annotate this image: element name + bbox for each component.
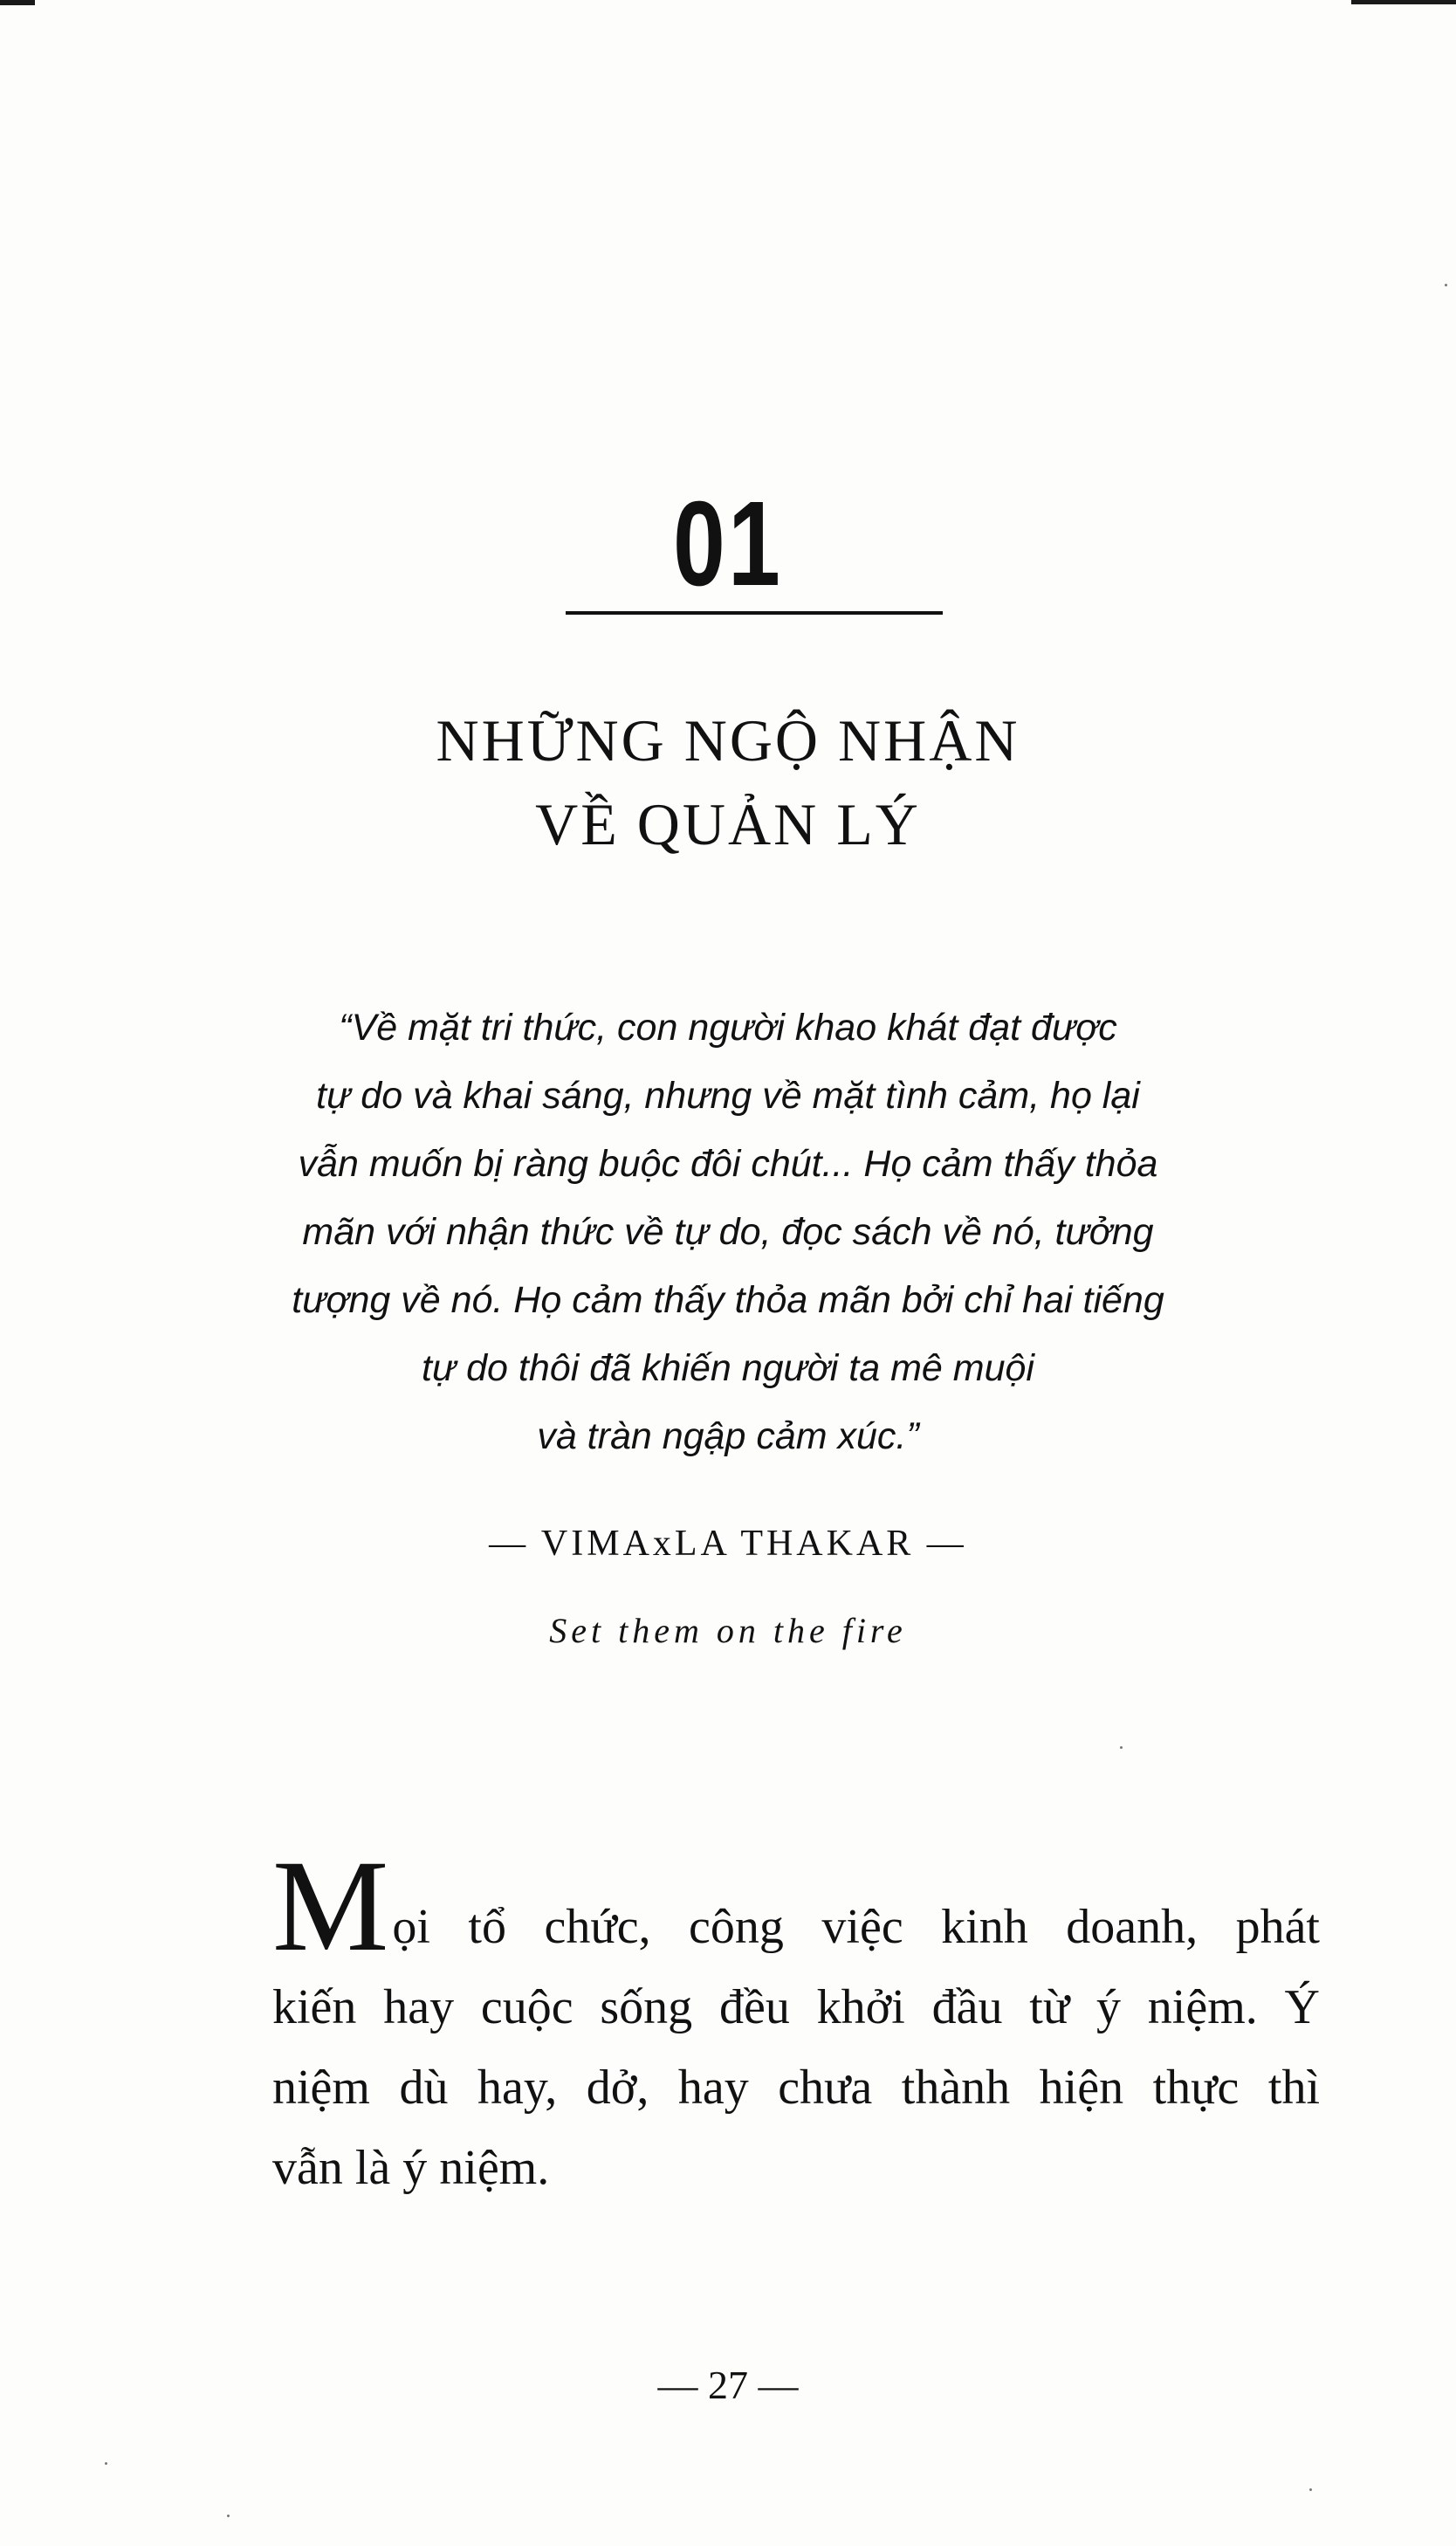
epigraph-quote bbox=[218, 994, 1238, 1470]
epigraph-line: tự do thôi đã khiến người ta mê muội bbox=[422, 1347, 1034, 1389]
scan-speck bbox=[1445, 284, 1447, 286]
epigraph-line: và tràn ngập cảm xúc.” bbox=[537, 1415, 919, 1457]
page-number: — 27 — bbox=[657, 2363, 799, 2407]
chapter-number: 01 bbox=[673, 477, 783, 611]
body-first-line bbox=[272, 1834, 1320, 1978]
body-first-line-text: ọi tổ chức, công việc kinh doanh, phát bbox=[392, 1900, 1320, 1954]
epigraph-line: mãn với nhận thức về tự do, đọc sách về nó, tưởng bbox=[302, 1211, 1154, 1253]
scan-edge-mark bbox=[0, 0, 35, 5]
chapter-title-line: NHỮNG NGỘ NHẬN bbox=[436, 707, 1020, 774]
scan-speck bbox=[1120, 1746, 1123, 1749]
epigraph-source: Set them on the fire bbox=[549, 1611, 907, 1650]
scan-speck bbox=[105, 2462, 107, 2465]
epigraph-author: — VIMAxLA THAKAR — bbox=[489, 1524, 967, 1564]
scan-speck bbox=[1309, 2488, 1312, 2491]
chapter-title bbox=[0, 698, 1456, 866]
epigraph-line: tượng về nó. Họ cảm thấy thỏa mãn bởi chỉ hai tiếng bbox=[292, 1279, 1164, 1321]
chapter-title-line: VỀ QUẢN LÝ bbox=[535, 791, 921, 857]
scan-speck bbox=[227, 2515, 230, 2517]
epigraph-line: vẫn muốn bị ràng buộc đôi chút... Họ cảm thấy thỏa bbox=[298, 1143, 1158, 1185]
chapter-divider bbox=[566, 611, 943, 615]
body-paragraph bbox=[272, 1834, 1320, 2208]
drop-cap: M bbox=[272, 1834, 389, 1978]
body-line: vẫn là ý niệm. bbox=[272, 2141, 550, 2195]
epigraph-line: tự do và khai sáng, nhưng về mặt tình cảm, họ lại bbox=[316, 1075, 1140, 1117]
body-line: kiến hay cuộc sống đều khởi đầu từ ý niệm. Ý bbox=[272, 1980, 1320, 2034]
scan-edge-mark bbox=[1351, 0, 1456, 4]
epigraph-line: “Về mặt tri thức, con người khao khát đạt được bbox=[339, 1007, 1117, 1049]
body-line: niệm dù hay, dở, hay chưa thành hiện thực thì bbox=[272, 2061, 1320, 2115]
